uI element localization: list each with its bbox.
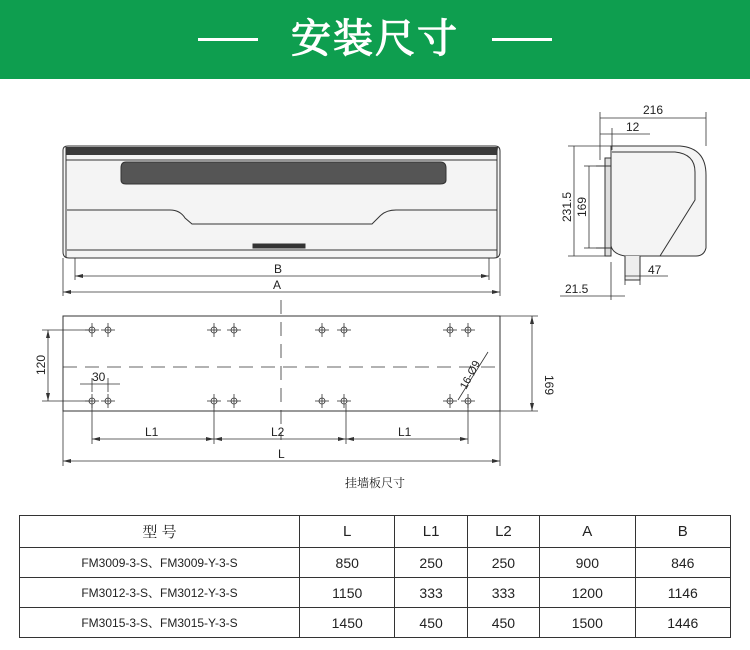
dim-47-label: 47 xyxy=(648,263,662,277)
col-header-l1: L1 xyxy=(395,516,467,548)
cell-l2: 450 xyxy=(467,608,539,638)
cell-b: 1146 xyxy=(635,578,730,608)
cell-model: FM3009-3-S、FM3009-Y-3-S xyxy=(20,548,300,578)
dim-l2-label: L2 xyxy=(271,425,285,439)
col-header-l2: L2 xyxy=(467,516,539,548)
cell-b: 846 xyxy=(635,548,730,578)
dim-a-label: A xyxy=(273,278,282,292)
cell-l1: 450 xyxy=(395,608,467,638)
col-header-a: A xyxy=(540,516,635,548)
cell-l: 1150 xyxy=(300,578,395,608)
cell-b: 1446 xyxy=(635,608,730,638)
dim-12-label: 12 xyxy=(626,120,640,134)
dim-120-label: 120 xyxy=(34,354,48,375)
table-row xyxy=(20,608,731,638)
cell-a: 900 xyxy=(540,548,635,578)
page-title: 安装尺寸 xyxy=(291,16,459,62)
dim-b-label: B xyxy=(274,262,283,276)
cell-a: 1500 xyxy=(540,608,635,638)
cell-l2: 333 xyxy=(467,578,539,608)
dim-l1-left-label: L1 xyxy=(145,425,159,439)
cell-l2: 250 xyxy=(467,548,539,578)
cell-model: FM3012-3-S、FM3012-Y-3-S xyxy=(20,578,300,608)
cell-model: FM3015-3-S、FM3015-Y-3-S xyxy=(20,608,300,638)
table-row xyxy=(20,548,731,578)
table-row xyxy=(20,578,731,608)
dim-l1-right-label: L1 xyxy=(398,425,412,439)
wall-plate-outline xyxy=(63,316,500,411)
dim-216-label: 216 xyxy=(643,103,664,117)
col-header-l: L xyxy=(300,516,395,548)
cell-l1: 333 xyxy=(395,578,467,608)
cell-l: 1450 xyxy=(300,608,395,638)
dim-169-plate-label: 169 xyxy=(542,375,556,396)
dim-30-label: 30 xyxy=(92,370,106,384)
col-header-model: 型 号 xyxy=(20,516,300,548)
wall-plate-caption: 挂墙板尺寸 xyxy=(344,476,405,490)
spec-table xyxy=(19,515,731,638)
table-header-row xyxy=(20,516,731,548)
dim-21-label: 21.5 xyxy=(565,282,589,296)
mounting-holes xyxy=(85,323,475,408)
cell-l: 850 xyxy=(300,548,395,578)
cell-l1: 250 xyxy=(395,548,467,578)
dim-l-label: L xyxy=(278,447,285,461)
hole-spec-label: 16-Ø9 xyxy=(458,358,484,392)
dim-231-label: 231.5 xyxy=(560,191,574,222)
dim-169-side-label: 169 xyxy=(575,196,589,217)
col-header-b: B xyxy=(635,516,730,548)
cell-a: 1200 xyxy=(540,578,635,608)
